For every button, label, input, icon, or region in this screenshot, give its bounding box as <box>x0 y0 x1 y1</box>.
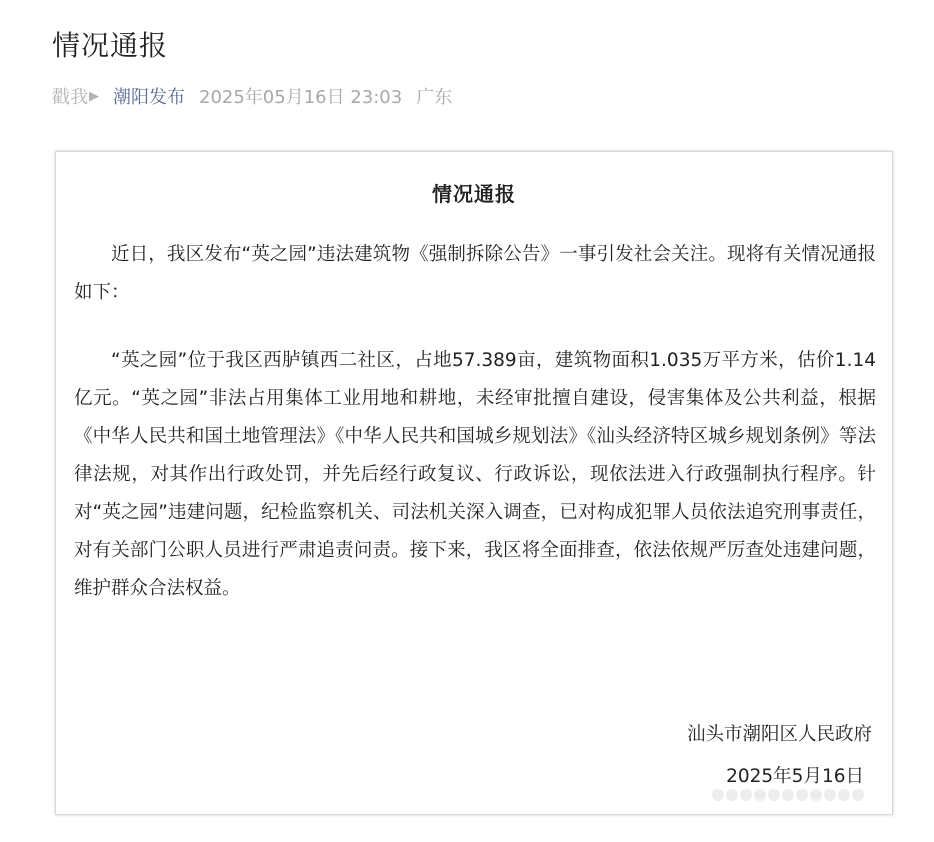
notice-image[interactable] <box>55 151 893 815</box>
notice-heading: 情况通报 <box>432 182 516 206</box>
watermark-logo <box>712 786 882 804</box>
signature-organization: 汕头市潮阳区人民政府 <box>686 724 872 745</box>
article-title: 情况通报 <box>52 29 169 62</box>
notice-paragraph: 近日，我区发布“英之园”违法建筑物《强制拆除公告》一事引发社会关注。现将有关情况通报如下： <box>74 244 876 303</box>
account-name-link[interactable]: 潮阳发布 <box>113 87 185 108</box>
publish-location: 广东 <box>416 87 453 108</box>
article-meta <box>52 82 452 110</box>
play-arrow-icon: ▶ <box>89 88 99 104</box>
publish-time: 2025年05月16日 23:03 <box>199 87 403 108</box>
poke-button[interactable] <box>52 83 99 109</box>
signature-date: 2025年5月16日 <box>726 766 864 787</box>
notice-paragraph: “英之园”位于我区西胪镇西二社区，占地57.389亩，建筑物面积1.035万平方米，估价1.14亿元。“英之园”非法占用集体工业用地和耕地，未经审批擅自建设，侵害集体及公共利益，根据《中华人民共和国土地管理法》《中华人民共和国城乡规划法》《汕头经济特区城乡规划条例》等法律法规，对其作出行政处罚，并先后经行政复议、行政诉讼，现依法进入行政强制执行程序。针对“英之园”违建问题，纪检监察机关、司法机关深入调查，已对构成犯罪人员依法追究刑事责任，对有关部门公职人员进行严肃追责问责。接下来，我区将全面排查，依法依规严厉查处违建问题，维护群众合法权益。 <box>74 350 876 599</box>
poke-label: 戳我 <box>52 87 88 108</box>
